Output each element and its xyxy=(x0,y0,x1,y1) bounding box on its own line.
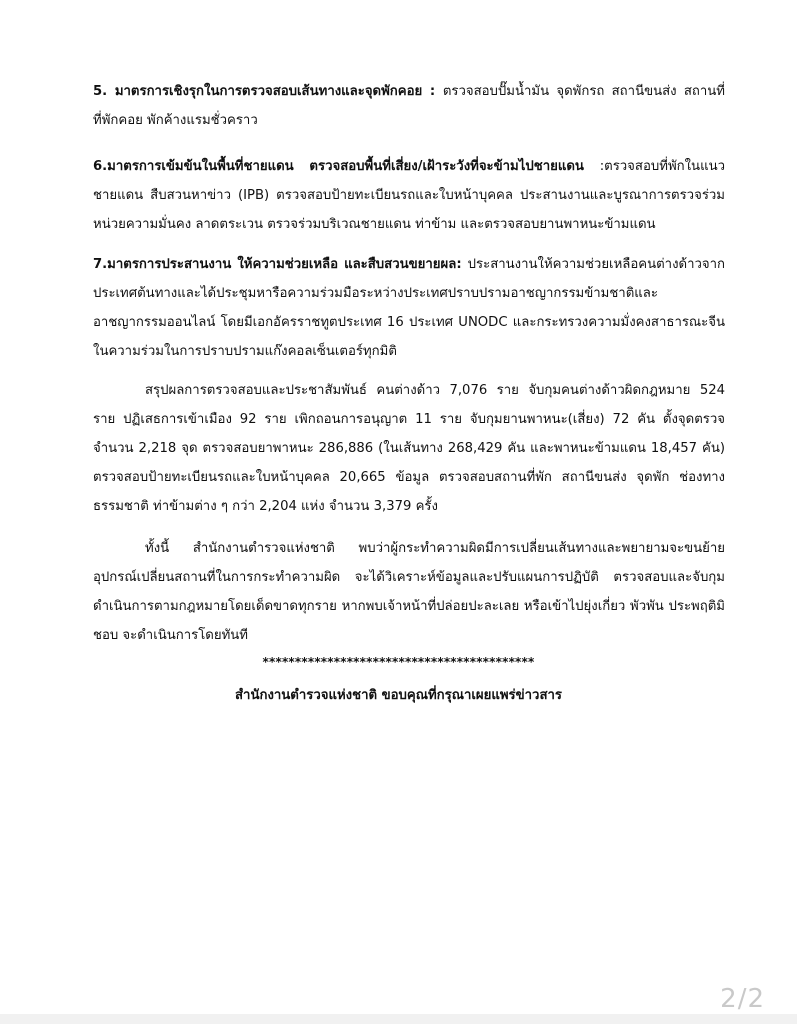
page-indicator: 2/2 xyxy=(720,984,765,1014)
section-7-paragraph xyxy=(93,250,725,366)
asterisk-separator: ****************************************** xyxy=(262,655,535,669)
closing-paragraph: ทั้งนี้ สำนักงานตำรวจแห่งชาติ พบว่าผู้กระทำความผิดมีการเปลี่ยนเส้นทางและพยายามจะขนย้ายอุปกรณ์เปลี่ยนสถานที่ในการกระทำความผิด จะได้วิเคราะห์ข้อมูลและปรับแผนการปฏิบัติ ตรวจสอบและจับกุมดำเนินการตามกฎหมายโดยเด็ดขาดทุกราย หากพบเจ้าหน้าที่ปล่อยปะละเลย หรือเข้าไปยุ่งเกี่ยว พัวพัน ประพฤติมิชอบ จะดำเนินการโดยทันที xyxy=(93,541,725,643)
section-7-body: ประสานงานให้ความช่วยเหลือคนต่างด้าวจากประเทศต้นทางและได้ประชุมหารือความร่วมมือระหว่างประเทศปราบปรามอาชญากรรมข้ามชาติและอาชญากรรมออนไลน์ โดยมีเอกอัครราชทูตประเทศ 16 ประเทศ UNODC และกระทรวงความมั่งคงสาธารณะจีน ในความร่วมในการปราบปรามแก๊งคอลเซ็นเตอร์ทุกมิติ xyxy=(93,257,725,359)
section-5-body: ตรวจสอบปั๊มน้ำมัน จุดพักรถ สถานีขนส่ง สถานที่ที่พักคอย พักค้างแรมชั่วคราว xyxy=(93,84,725,128)
viewer-bottom-edge xyxy=(0,1014,797,1024)
section-6-heading: 6.มาตรการเข้มข้นในพื้นที่ชายแดน ตรวจสอบพื้นที่เสี่ยง/เฝ้าระวังที่จะข้ามไปชายแดน xyxy=(93,159,600,174)
summary-paragraph: สรุปผลการตรวจสอบและประชาสัมพันธ์ คนต่างด้าว 7,076 ราย จับกุมคนต่างด้าวผิดกฎหมาย 524 ราย ปฏิเสธการเข้าเมือง 92 ราย เพิกถอนการอนุญาต 11 ราย จับกุมยานพาหนะ(เสี่ยง) 72 คัน ตั้งจุดตรวจจำนวน 2,218 จุด ตรวจสอบยาพาหนะ 286,886 (ในเส้นทาง 268,429 คัน และพาหนะข้ามแดน 18,457 คัน) ตรวจสอบป้ายทะเบียนรถและใบหน้าบุคคล 20,665 ข้อมูล ตรวจสอบสถานที่พัก สถานีขนส่ง จุดพัก ช่องทางธรรมชาติ ท่าข้ามต่าง ๆ กว่า 2,204 แห่ง จำนวน 3,379 ครั้ง xyxy=(93,383,725,514)
section-5-heading: 5. มาตรการเชิงรุกในการตรวจสอบเส้นทางและจุดพักคอย : xyxy=(93,84,443,99)
section-6-paragraph xyxy=(93,152,725,239)
footer-thanks: สำนักงานตำรวจแห่งชาติ ขอบคุณที่กรุณาเผยแพร่ข่าวสาร xyxy=(234,688,562,703)
section-7-heading: 7.มาตรการประสานงาน ให้ความช่วยเหลือ และสืบสวนขยายผล: xyxy=(93,257,468,272)
section-5-paragraph xyxy=(93,77,725,135)
section-6-body: :ตรวจสอบที่พักในแนวชายแดน สืบสวนหาข่าว (IPB) ตรวจสอบป้ายทะเบียนรถและใบหน้าบุคคล ประสานงานและบูรณาการตรวจร่วมหน่วยความมั่นคง ลาดตระเวน ตรวจร่วมบริเวณชายแดน ท่าข้าม และตรวจสอบยานพาหนะข้ามแดน xyxy=(93,159,725,232)
